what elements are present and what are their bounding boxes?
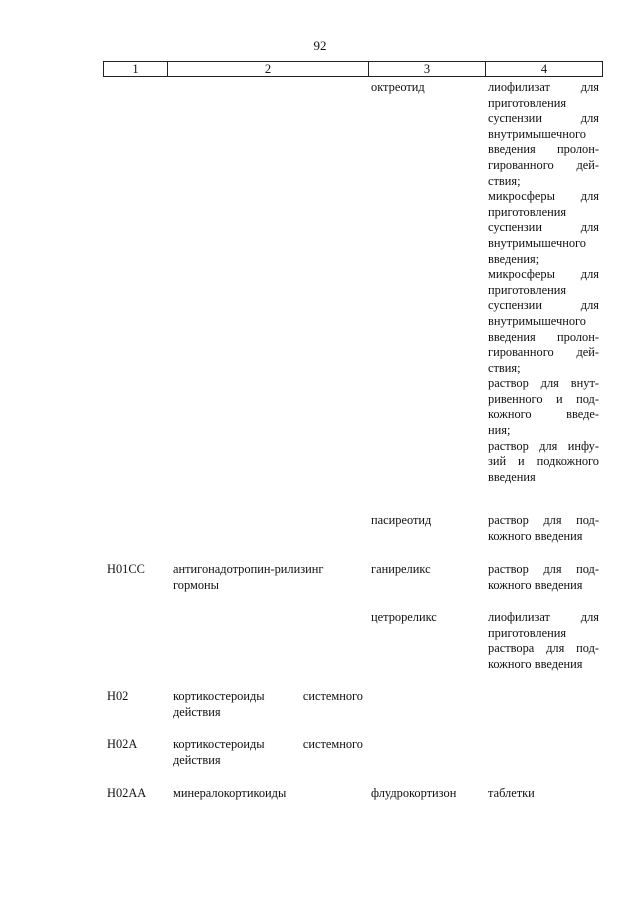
dosage-form-line: зий и подкожного: [488, 454, 599, 469]
header-col-2: 2: [167, 62, 368, 76]
dosage-form-line: кожного введения: [488, 656, 583, 671]
dosage-form-line: раствора для под-: [488, 641, 599, 656]
dosage-form-line: приготовления: [488, 95, 567, 110]
dosage-form-line: раствор для под-: [488, 562, 599, 576]
atc-code: H01CC: [107, 562, 145, 576]
dosage-form-line: введения пролон-: [488, 142, 599, 157]
dosage-form-line: суспензии для: [488, 220, 599, 235]
anatomical-group: [173, 737, 363, 768]
dosage-form-line: приготовления: [488, 625, 567, 640]
drug-name: пасиреотид: [371, 513, 432, 527]
dosage-form-line: приготовления: [488, 282, 567, 297]
dosage-form-line: внутримышечного: [488, 126, 586, 141]
atc-code: H02AA: [107, 786, 147, 800]
group-line: антигонадотропин-рилизинг: [173, 562, 324, 576]
dosage-form-line: ствия;: [488, 173, 521, 188]
dosage-form-line: ствия;: [488, 360, 521, 375]
dosage-form-line: гированного дей-: [488, 345, 599, 360]
drug-name: цетрореликс: [371, 610, 437, 624]
anatomical-group: [173, 689, 363, 720]
group-line: действия: [173, 752, 221, 767]
dosage-forms: [488, 80, 599, 485]
drug-name: октреотид: [371, 80, 425, 94]
dosage-forms: [488, 562, 599, 593]
dosage-form-line: приготовления: [488, 204, 567, 219]
atc-code: H02: [107, 689, 129, 703]
dosage-form-line: введения;: [488, 251, 540, 266]
dosage-form-line: кожного введения: [488, 577, 583, 592]
dosage-form-line: таблетки: [488, 786, 535, 800]
atc-code: H02A: [107, 737, 138, 751]
group-line: кортикостероиды системного: [173, 689, 363, 703]
dosage-form-line: микросферы для: [488, 267, 599, 282]
dosage-form-line: введения пролон-: [488, 329, 599, 344]
dosage-form-line: суспензии для: [488, 111, 599, 126]
group-line: кортикостероиды системного: [173, 737, 363, 751]
anatomical-group: [173, 786, 363, 802]
dosage-form-line: ния;: [488, 423, 511, 438]
page-number: 92: [313, 38, 327, 53]
dosage-form-line: ривенного и под-: [488, 391, 599, 406]
group-line: действия: [173, 704, 221, 719]
dosage-form-line: суспензии для: [488, 298, 599, 313]
group-line: гормоны: [173, 577, 219, 592]
drug-name: ганиреликс: [371, 562, 431, 576]
group-line: минералокортикоиды: [173, 786, 287, 800]
dosage-form-line: лиофилизат для: [488, 610, 599, 624]
header-col-4: 4: [485, 62, 603, 76]
dosage-forms: [488, 610, 599, 672]
anatomical-group: [173, 562, 363, 593]
dosage-form-line: гированного дей-: [488, 157, 599, 172]
dosage-form-line: микросферы для: [488, 189, 599, 204]
dosage-form-line: внутримышечного: [488, 235, 586, 250]
table-header: [103, 61, 603, 77]
dosage-form-line: кожного введе-: [488, 407, 599, 422]
dosage-form-line: раствор для инфу-: [488, 438, 599, 453]
dosage-form-line: лиофилизат для: [488, 80, 599, 94]
dosage-form-line: кожного введения: [488, 528, 583, 543]
dosage-form-line: введения: [488, 469, 536, 484]
dosage-form-line: внутримышечного: [488, 313, 586, 328]
header-col-3: 3: [368, 62, 485, 76]
dosage-forms: [488, 786, 599, 802]
dosage-forms: [488, 513, 599, 544]
drug-name: флудрокортизон: [371, 786, 457, 800]
dosage-form-line: раствор для внут-: [488, 376, 599, 391]
header-col-1: 1: [103, 62, 167, 76]
dosage-form-line: раствор для под-: [488, 513, 599, 527]
